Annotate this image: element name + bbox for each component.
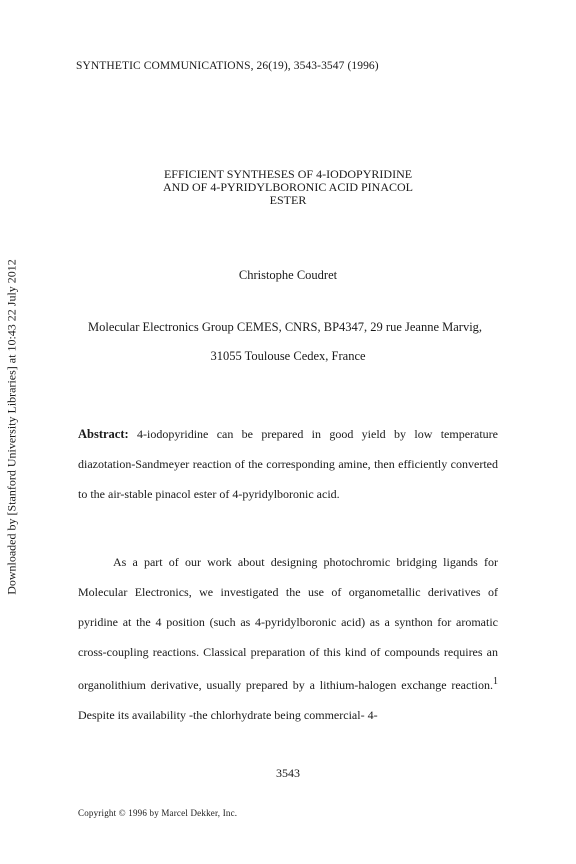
abstract-text: 4-iodopyridine can be prepared in good yield by low temperature diazotation-Sandmeyer reaction of the corresponding amine, then efficiently converted to the air-stable pinacol ester of 4-pyridylboronic acid.	[78, 427, 498, 501]
body-text: As a part of our work about designing photochromic bridging ligands for Molecular Electronics, we investigated the use of organometallic derivatives of pyridine at the 4 position (such as 4-pyridylboronic acid) as a synthon for aromatic cross-coupling reactions. Classical preparation of this kind of compounds requires an organolithium derivative, usually prepared by a lithium-halogen exchange reaction.	[78, 555, 498, 692]
journal-header: SYNTHETIC COMMUNICATIONS, 26(19), 3543-3547 (1996)	[76, 60, 379, 72]
abstract-label: Abstract:	[78, 427, 129, 441]
copyright-notice: Copyright © 1996 by Marcel Dekker, Inc.	[78, 808, 238, 818]
article-title-line-3: ESTER	[269, 193, 307, 207]
article-title-line-1: EFFICIENT SYNTHESES OF 4-IODOPYRIDINE	[163, 167, 413, 181]
abstract	[78, 419, 498, 509]
author-name: Christophe Coudret	[238, 268, 338, 282]
reference-superscript: 1	[493, 676, 498, 687]
page-number: 3543	[276, 766, 300, 780]
article-title-line-2: AND OF 4-PYRIDYLBORONIC ACID PINACOL	[162, 180, 413, 194]
body-text-continued: Despite its availability -the chlorhydrate being commercial- 4-	[78, 708, 378, 722]
affiliation-line-2: 31055 Toulouse Cedex, France	[210, 349, 366, 363]
body-paragraph	[78, 547, 498, 730]
affiliation-line-1: Molecular Electronics Group CEMES, CNRS, BP4347, 29 rue Jeanne Marvig,	[88, 320, 483, 334]
download-watermark-text: Downloaded by [Stanford University Libraries] at 10:43 22 July 2012	[4, 259, 19, 595]
